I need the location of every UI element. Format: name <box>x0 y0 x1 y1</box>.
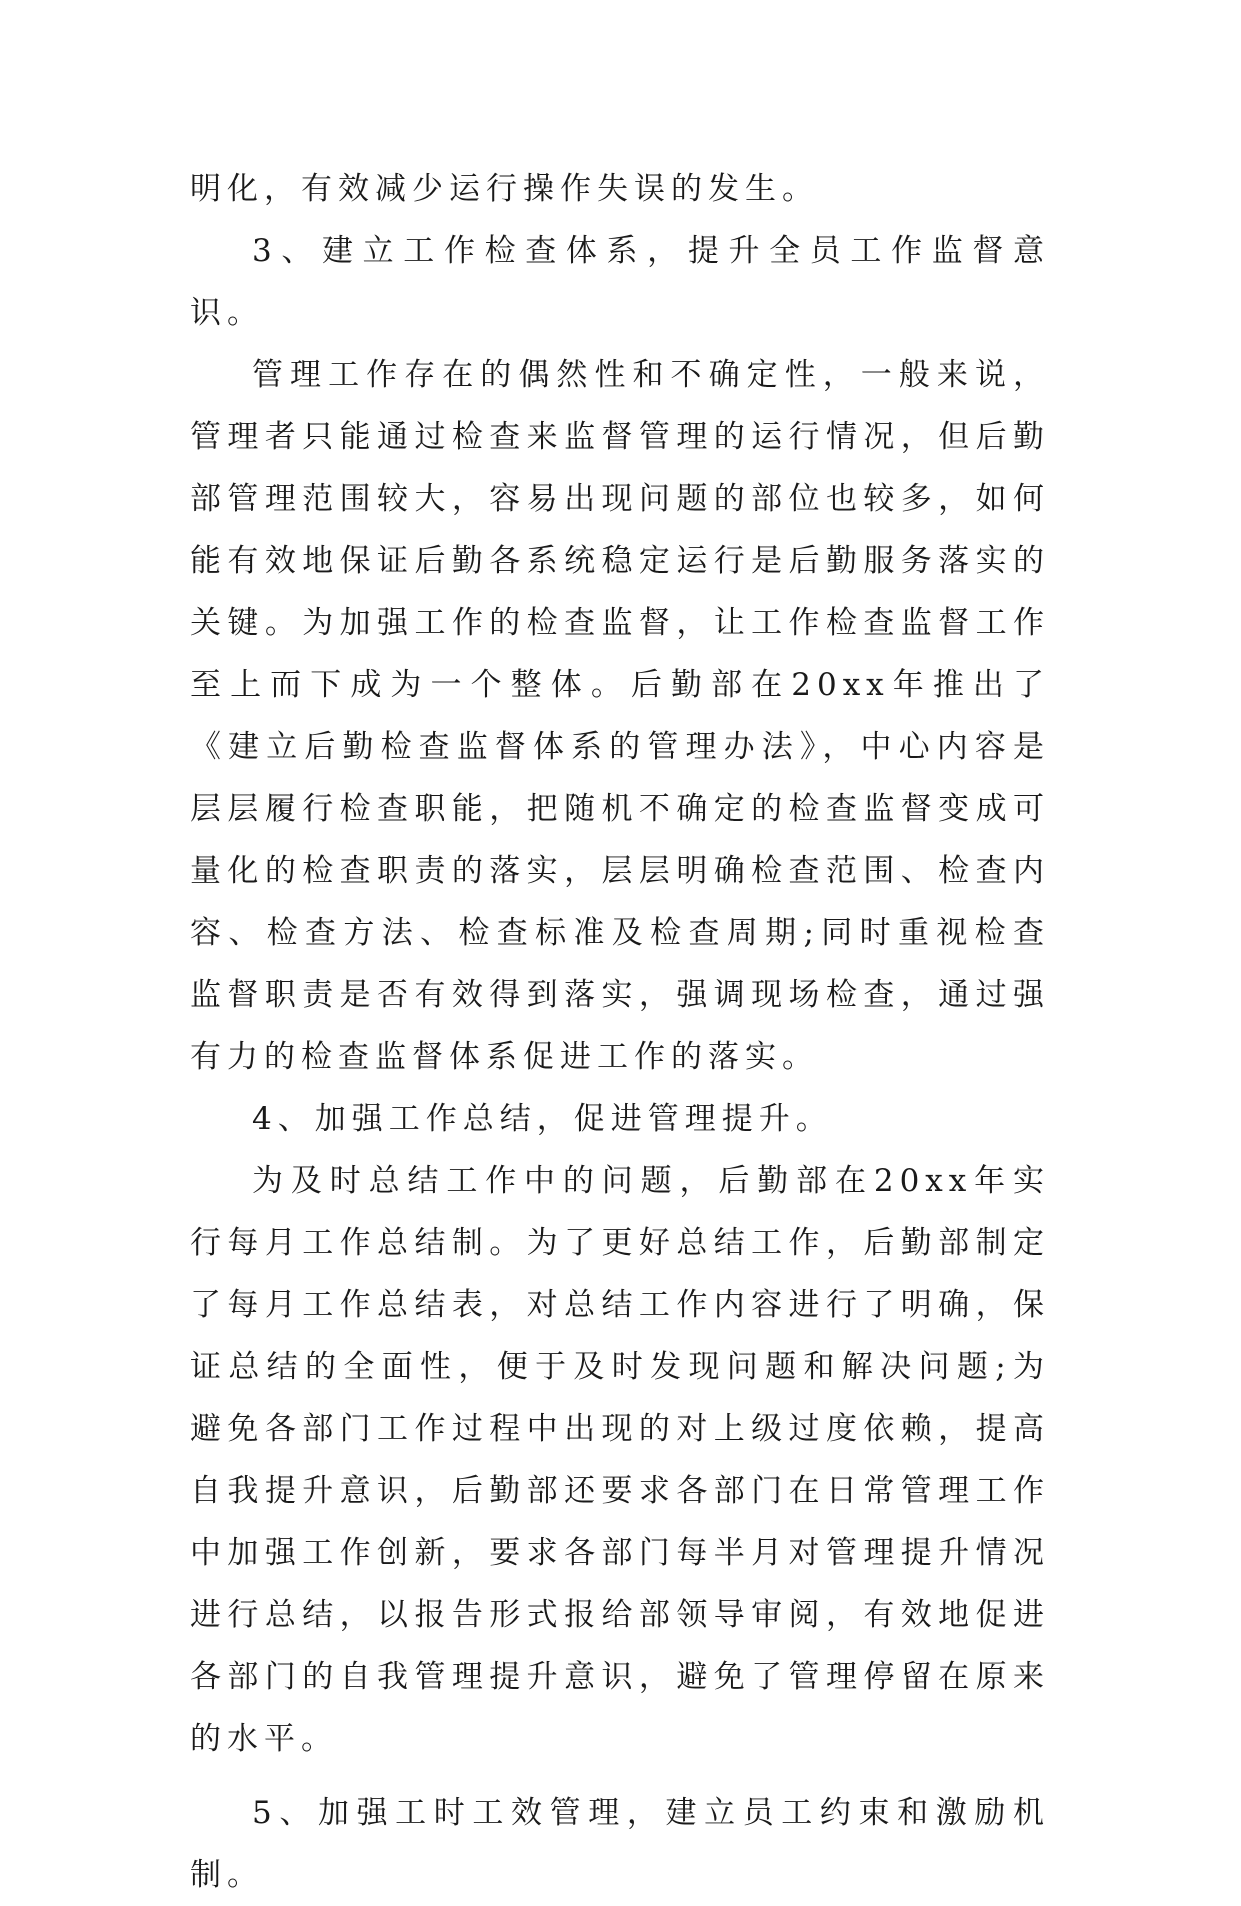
section-heading-4: 4、加强工作总结，促进管理提升。 <box>252 1101 833 1137</box>
paragraph-work-summary: 为及时总结工作中的问题，后勤部在20xx年实行每月工作总结制。为了更好总结工作，后勤部制定了每月工作总结表，对总结工作内容进行了明确，保证总结的全面性，便于及时发现问题和解决问题;为避免各部门工作过程中出现的对上级过度依赖，提高自我提升意识，后勤部还要求各部门在日常管理工作中加强工作创新，要求各部门每半月对管理提升情况进行总结，以报告形式报给部领导审阅，有效地促进各部门的自我管理提升意识，避免了管理停留在原来的水平。 <box>190 1163 1050 1757</box>
section-heading-3: 3、建立工作检查体系，提升全员工作监督意识。 <box>190 233 1050 331</box>
section-heading-5: 5、加强工时工效管理，建立员工约束和激励机制。 <box>190 1795 1050 1893</box>
paragraph-continuation: 明化，有效减少运行操作失误的发生。 <box>190 171 819 207</box>
paragraph-inspection-system: 管理工作存在的偶然性和不确定性，一般来说，管理者只能通过检查来监督管理的运行情况，但后勤部管理范围较大，容易出现问题的部位也较多，如何能有效地保证后勤各系统稳定运行是后勤服务落实的关键。为加强工作的检查监督，让工作检查监督工作至上而下成为一个整体。后勤部在20xx年推出了《建立后勤检查监督体系的管理办法》，中心内容是层层履行检查职能，把随机不确定的检查监督变成可量化的检查职责的落实，层层明确检查范围、检查内容、检查方法、检查标准及检查周期;同时重视检查监督职责是否有效得到落实，强调现场检查，通过强有力的检查监督体系促进工作的落实。 <box>190 357 1050 1075</box>
document-body <box>190 158 1050 1906</box>
